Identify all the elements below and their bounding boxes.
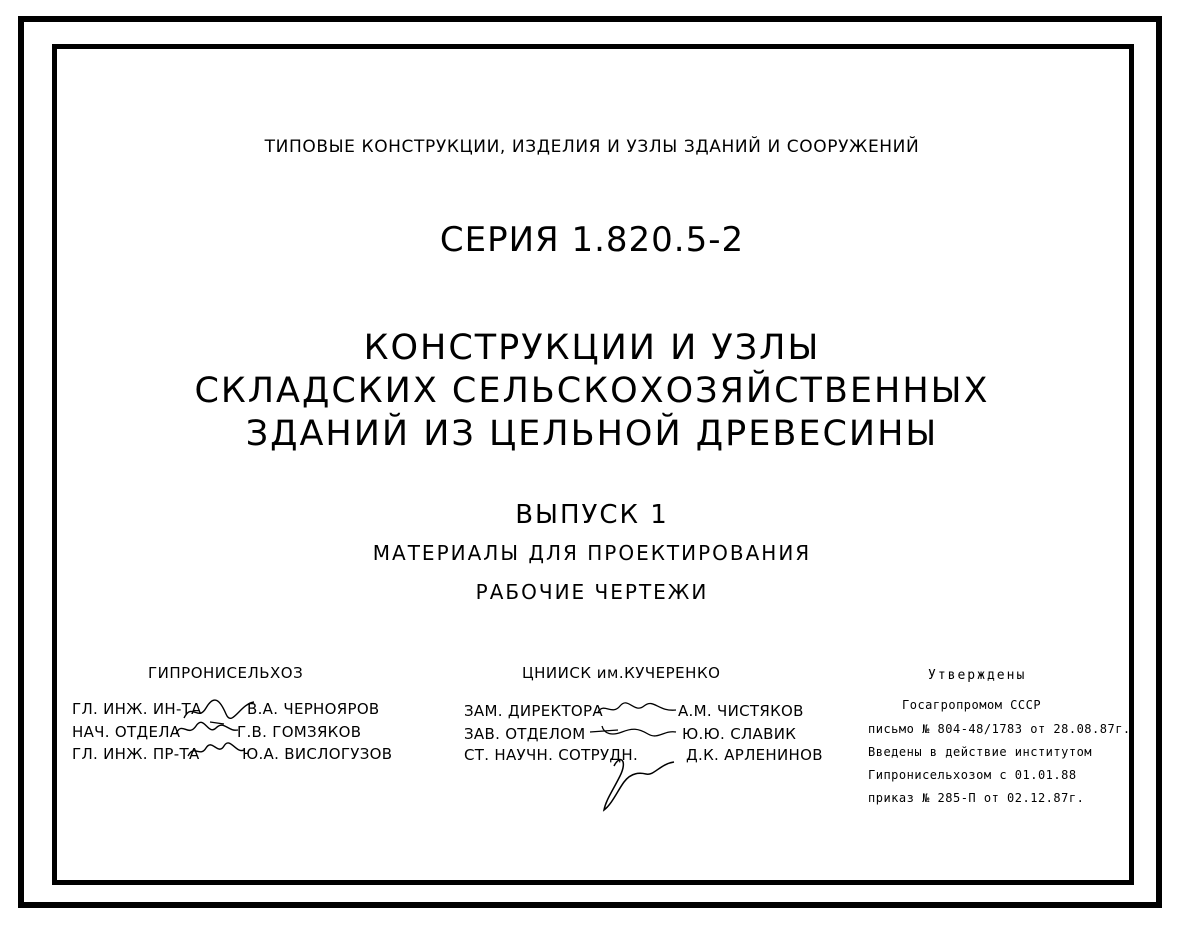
header-text: ТИПОВЫЕ КОНСТРУКЦИИ, ИЗДЕЛИЯ И УЗЛЫ ЗДАНИЙ И СООРУЖЕНИЙ — [264, 137, 920, 157]
signatory-name: Г.В. ГОМЗЯКОВ — [237, 723, 362, 741]
signatory-role: ГЛ. ИНЖ. ИН-ТА — [72, 700, 202, 718]
signatory-role: ЗАВ. ОТДЕЛОМ — [464, 725, 586, 743]
title-line-2: СКЛАДСКИХ СЕЛЬСКОХОЗЯЙСТВЕННЫХ — [194, 371, 990, 411]
approval-heading: Утверждены — [928, 668, 1027, 683]
approval-line-4: Гипронисельхозом с 01.01.88 — [868, 768, 1077, 782]
approval-line-2: письмо № 804-48/1783 от 28.08.87г. — [868, 722, 1131, 736]
subtitle-line-2: РАБОЧИЕ ЧЕРТЕЖИ — [475, 580, 709, 604]
signatory-role: НАЧ. ОТДЕЛА — [72, 723, 181, 741]
signatory-name: А.М. ЧИСТЯКОВ — [678, 702, 804, 720]
signatory-name: В.А. ЧЕРНОЯРОВ — [247, 700, 380, 718]
left-org-name: ГИПРОНИСЕЛЬХОЗ — [148, 664, 304, 682]
signature-gomzyakov — [172, 718, 242, 740]
title-line-3: ЗДАНИЙ ИЗ ЦЕЛЬНОЙ ДРЕВЕСИНЫ — [245, 414, 939, 454]
title-line-1: КОНСТРУКЦИИ И УЗЛЫ — [363, 328, 821, 368]
approval-line-3: Введены в действие институтом — [868, 745, 1093, 759]
signature-slavik — [588, 722, 680, 742]
subtitle-line-1: МАТЕРИАЛЫ ДЛЯ ПРОЕКТИРОВАНИЯ — [372, 541, 812, 565]
signatory-name: Д.К. АРЛЕНИНОВ — [686, 746, 823, 764]
signatory-role: ЗАМ. ДИРЕКТОРА — [464, 702, 603, 720]
approval-line-5: приказ № 285-П от 02.12.87г. — [868, 791, 1085, 805]
signatory-role: ГЛ. ИНЖ. ПР-ТА — [72, 745, 200, 763]
issue-number: ВЫПУСК 1 — [515, 500, 669, 530]
signature-arleninov — [594, 752, 680, 816]
middle-org-name: ЦНИИСК им.КУЧЕРЕНКО — [522, 664, 721, 682]
signatory-name: Ю.А. ВИСЛОГУЗОВ — [242, 745, 393, 763]
approval-line-1: Госагропромом СССР — [902, 698, 1042, 712]
signature-vislogusov — [186, 740, 246, 762]
signatory-role: СТ. НАУЧН. СОТРУДН. — [464, 746, 639, 764]
signatory-name: Ю.Ю. СЛАВИК — [682, 725, 797, 743]
signature-chistyakov — [594, 698, 680, 722]
series-number: СЕРИЯ 1.820.5-2 — [439, 220, 745, 260]
